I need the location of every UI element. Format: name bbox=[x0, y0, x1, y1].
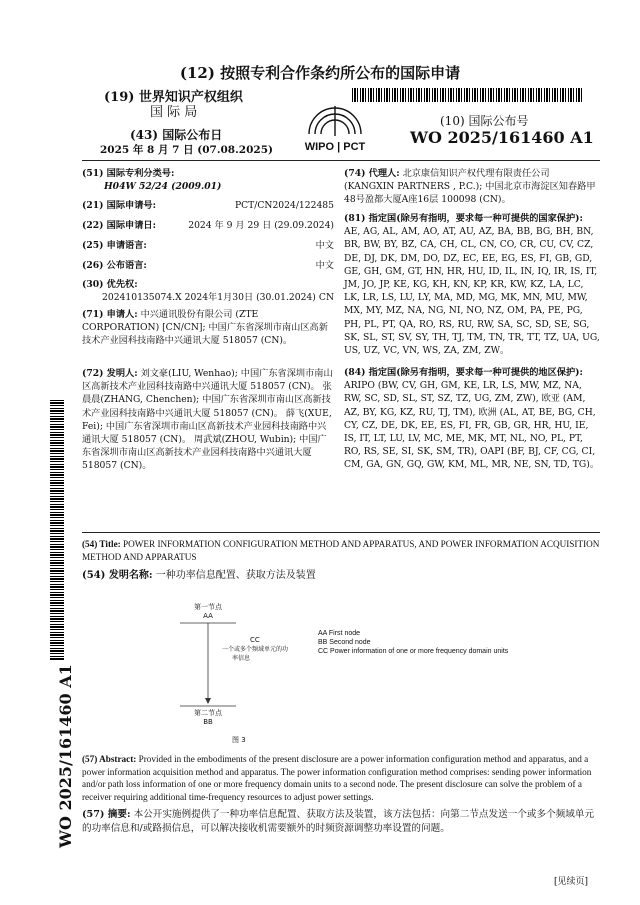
figure-edge-label bbox=[222, 636, 302, 662]
field-30 bbox=[82, 278, 334, 304]
publication-number-label: (10) 国际公布号 bbox=[440, 114, 529, 128]
side-publication-number: WO 2025/161460 A1 bbox=[56, 664, 75, 848]
abstract-chinese bbox=[82, 808, 600, 836]
title-english bbox=[82, 538, 600, 563]
figure-node-a bbox=[178, 602, 238, 620]
field-84 bbox=[344, 366, 600, 472]
node-b-cn: 第二节点 bbox=[194, 709, 222, 717]
field-81-label: (81) 指定国(除另有指明，要求每一种可提供的国家保护): bbox=[344, 213, 583, 224]
field-22-value: 2024 年 9 月 29 日 (29.09.2024) bbox=[188, 220, 334, 231]
abstract-chinese-text: 本公开实施例提供了一种功率信息配置、获取方法及装置，该方法包括：向第二节点发送一个或多个频域单元的功率信息和/或路损信息，可以解决接收机需要额外的时频资源调整功率设置的问题。 bbox=[82, 809, 595, 834]
field-51-label: (51) 国际专利分类号: bbox=[82, 168, 175, 179]
legend-item: AA First node bbox=[318, 630, 361, 637]
organization-bureau: 国 际 局 bbox=[150, 105, 198, 120]
publication-number: WO 2025/161460 A1 bbox=[410, 128, 594, 147]
node-a-cn: 第一节点 bbox=[194, 603, 222, 611]
field-25 bbox=[82, 239, 334, 252]
abstract-english bbox=[82, 753, 600, 803]
priority-date: 2024年1月30日 (30.01.2024) bbox=[184, 292, 316, 304]
abstract-chinese-label: (57) 摘要: bbox=[82, 809, 131, 820]
field-72-value: 刘文豪(LIU, Wenhao); 中国广东省深圳市南山区高新技术产业园科技南路中兴通讯大厦 518057 (CN)。 张晨晨(ZHANG, Chenchen); 中国广东省深圳市南山区高新技术产业园科技南路中兴通讯大厦 518057 (CN)。 薛飞(XUE, Fei); 中国广东省深圳市南山区高新技术产业园科技南路中兴通讯大厦 518057 (CN)。 周武斌(ZHOU, Wubin); 中国广东省深圳市南山区高新技术产业园科技南路中兴通讯大厦 518057 (CN)。 bbox=[82, 368, 333, 472]
field-81 bbox=[344, 212, 600, 357]
field-22 bbox=[82, 219, 334, 232]
field-21-label: (21) 国际申请号: bbox=[82, 200, 157, 211]
field-25-value: 中文 bbox=[315, 240, 334, 251]
title-chinese-text: 一种功率信息配置、获取方法及装置 bbox=[155, 570, 316, 581]
field-26-value: 中文 bbox=[315, 260, 334, 271]
node-b-code: BB bbox=[203, 718, 213, 726]
edge-code: CC bbox=[250, 636, 260, 644]
header-divider bbox=[82, 160, 600, 161]
priority-country: CN bbox=[318, 292, 334, 304]
field-21-value: PCT/CN2024/122485 bbox=[234, 200, 334, 211]
field-51 bbox=[82, 167, 334, 193]
wipo-logo-icon bbox=[290, 100, 380, 160]
title-chinese-label: (54) 发明名称: bbox=[82, 570, 153, 581]
title-english-text: POWER INFORMATION CONFIGURATION METHOD AND APPARATUS, AND POWER INFORMATION ACQUISITION METHOD AND APPARATUS bbox=[82, 539, 600, 562]
continued-note: [见续页] bbox=[554, 877, 589, 887]
field-84-value: ARIPO (BW, CV, GH, GM, KE, LR, LS, MW, MZ, NA, RW, SC, SD, SL, ST, SZ, TZ, UG, ZM, ZW), 欧亚 (AM, AZ, BY, KG, KZ, RU, TJ, TM), 欧洲 (AL, AT, BE, BG, CH, CY, CZ, DE, DK, EE, ES, FI, FR, GB, GR, HR, HU, IE, IS, IT, LT, LU, LV, MC, ME, MK, MT, NL, NO, PL, PT, RO, RS, SE, SI, SK, SM, TR), OAPI (BF, BJ, CF, CG, CI, CM, GA, GN, GQ, GW, KM, ML, MR, NE, SN, TD, TG)。 bbox=[344, 380, 600, 471]
field-84-label: (84) 指定国(除另有指明，要求每一种可提供的地区保护): bbox=[344, 367, 583, 378]
field-71-value: 中兴通讯股份有限公司 (ZTE CORPORATION) [CN/CN]; 中国广东省深圳市南山区高新技术产业园科技南路中兴通讯大厦 518057 (CN)。 bbox=[82, 309, 328, 347]
abstract-english-text: Provided in the embodiments of the present disclosure are a power information configuration method and apparatus, and a power information acquisition method and apparatus. The power information configuration method comprises: sending power information and/or path loss information of one or more frequency domain units to a second node. The present disclosure can solve the problem of a receiver requiring additional time-frequency resources to adjust power settings. bbox=[82, 754, 592, 802]
title-english-label: (54) Title: bbox=[82, 539, 121, 549]
edge-cn-line1: 一个或多个频域单元的功 bbox=[222, 646, 289, 653]
field-26-label: (26) 公布语言: bbox=[82, 260, 147, 271]
title-chinese bbox=[82, 570, 600, 583]
publication-date: 2025 年 8 月 7 日 (07.08.2025) bbox=[100, 144, 273, 156]
legend-item: BB Second node bbox=[318, 639, 371, 646]
figure-node-b bbox=[178, 708, 238, 726]
field-26 bbox=[82, 259, 334, 272]
field-74-label: (74) 代理人: bbox=[344, 168, 400, 179]
wipo-logo-text: WIPO | PCT bbox=[304, 141, 366, 153]
figure-legend bbox=[318, 629, 508, 656]
section-divider bbox=[82, 532, 600, 533]
field-25-label: (25) 申请语言: bbox=[82, 240, 147, 251]
organization-name: (19) 世界知识产权组织 bbox=[104, 90, 243, 105]
field-74-value: 北京康信知识产权代理有限责任公司 (KANGXIN PARTNERS , P.C.); 中国北京市海淀区知春路甲48号盈都大厦A座16层 100098 (CN)。 bbox=[344, 168, 596, 206]
field-22-label: (22) 国际申请日: bbox=[82, 220, 157, 231]
field-71-label: (71) 申请人: bbox=[82, 309, 138, 320]
top-barcode bbox=[352, 88, 584, 102]
field-30-label: (30) 优先权: bbox=[82, 279, 138, 290]
node-a-code: AA bbox=[203, 612, 213, 620]
side-barcode bbox=[50, 400, 64, 660]
field-51-value: H04W 52/24 (2009.01) bbox=[104, 181, 222, 193]
field-72 bbox=[82, 367, 334, 473]
publication-date-label: (43) 国际公布日 bbox=[130, 128, 223, 142]
edge-cn-line2: 率信息 bbox=[232, 655, 251, 662]
document-title: (12) 按照专利合作条约所公布的国际申请 bbox=[179, 64, 461, 82]
field-81-value: AE, AG, AL, AM, AO, AT, AU, AZ, BA, BB, BG, BH, BN, BR, BW, BY, BZ, CA, CH, CL, CN, CO, CR, CU, CV, CZ, DE, DJ, DK, DM, DO, DZ, EC, EE, EG, ES, FI, GB, GD, GE, GH, GM, GT, HN, HR, HU, ID, IL, IN, IQ, IR, IS, IT, JM, JO, JP, KE, KG, KH, KN, KP, KR, KW, KZ, LA, LC, LK, LR, LS, LU, LY, MA, MD, MG, MK, MN, MU, MW, MX, MY, MZ, NA, NG, NI, NO, NZ, OM, PA, PE, PG, PH, PL, PT, QA, RO, RS, RU, RW, SA, SC, SD, SE, SG, SK, SL, ST, SV, SY, TH, TJ, TM, TN, TR, TT, TZ, UA, UG, US, UZ, VC, VN, WS, ZA, ZM, ZW。 bbox=[344, 226, 600, 357]
legend-item: CC Power information of one or more frequency domain units bbox=[318, 648, 509, 655]
field-21 bbox=[82, 199, 334, 212]
figure-caption: 图 3 bbox=[232, 736, 246, 744]
field-72-label: (72) 发明人: bbox=[82, 368, 138, 379]
field-74 bbox=[344, 167, 600, 207]
field-71 bbox=[82, 308, 334, 348]
abstract-english-label: (57) Abstract: bbox=[82, 754, 137, 764]
priority-number: 202410135074.X bbox=[102, 292, 182, 304]
